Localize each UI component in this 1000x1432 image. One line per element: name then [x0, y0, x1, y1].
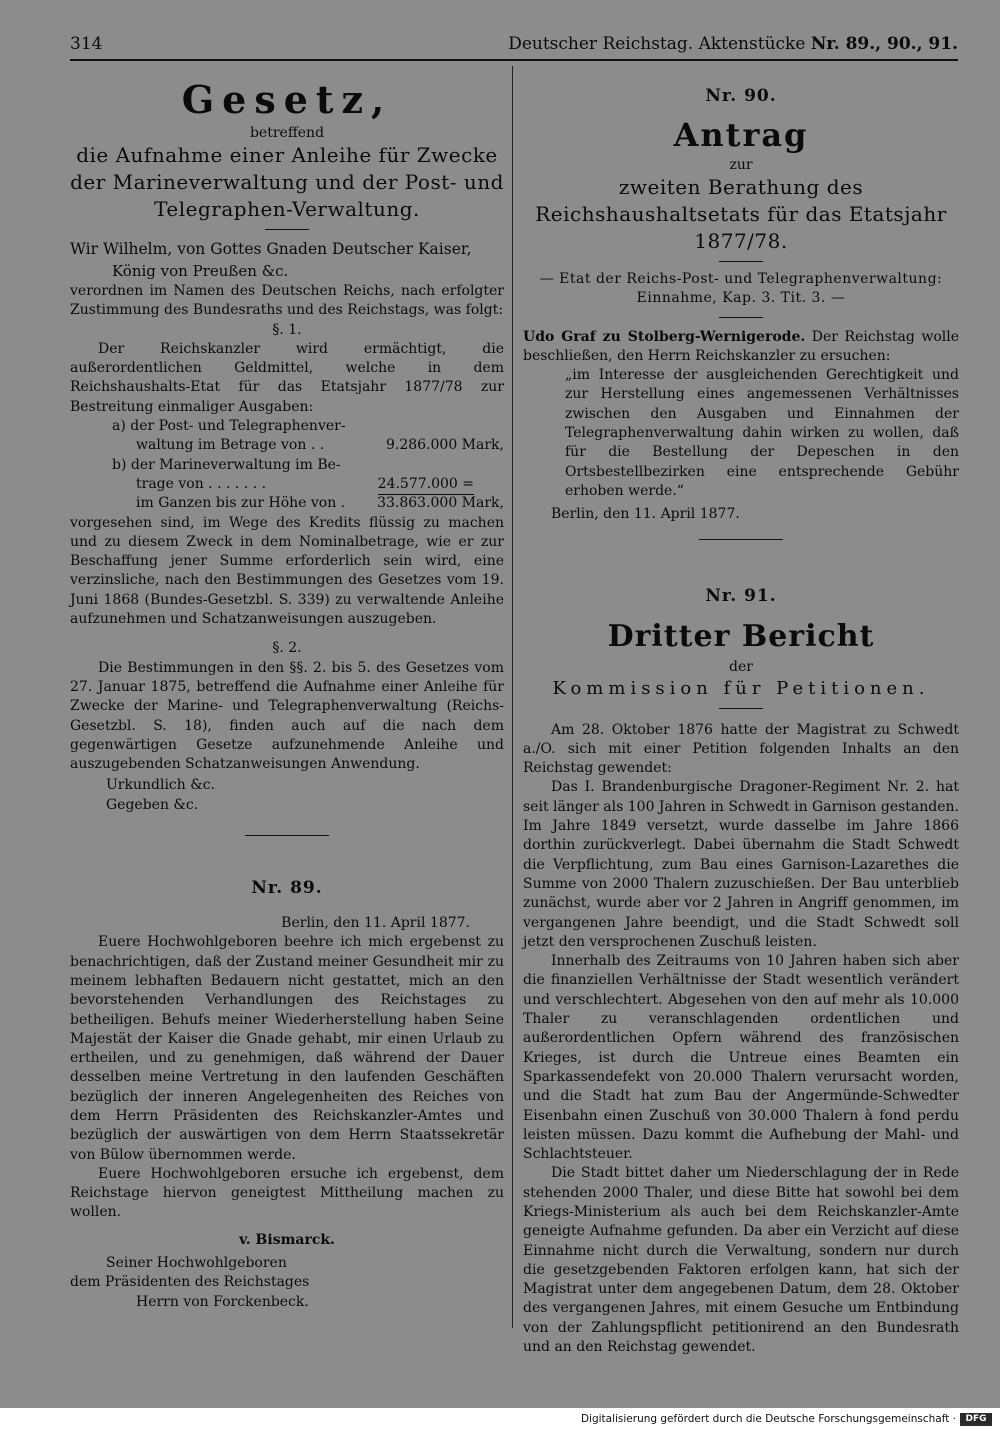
bericht-title: Dritter Bericht — [607, 618, 875, 654]
running-head-numbers: Nr. 89., 90., 91. — [810, 34, 958, 54]
law-title: Gesetz, — [181, 77, 393, 122]
petition-paragraph-2: Das I. Brandenburgische Dragoner-Regiment Nr. 2. hat seit länger als 100 Jahren in Schwedt in Garnison gestanden. Im Jahre 1849 versetzt, wurde dasselbe im Jahre 1866 dorthin zurückverlegt. Dabei übernahm die Stadt Schwedt die Verpflichtung, zum Bau eines Garnison-Lazarethes die Summe von 2000 Thalern zuzuschießen. Der Bau unterblieb zunächst, wurde aber vor 2 Jahren in Angriff genommen, im vergangenen Jahre beendigt, und die Stadt Schwedt soll jetzt den versprochenen Zuschuß leisten. — [523, 779, 959, 950]
list-item-a-line2: waltung im Betrage von . . 9.286.000 Mark, — [70, 436, 504, 455]
motion-text — [523, 328, 959, 367]
petition-paragraph-3: Innerhalb des Zeitraums von 10 Jahren haben sich aber die finanziellen Verhältnisse der Stadt wesentlich verändert und verschlechtert. Abgesehen von den auf mehr als 10.000 Thaler zu veranschlagenden ordentlichen und außerordentlichen Opfern während des französischen Krieges, ist durch die Untreue eines Beamten ein Sparkassendefekt von 20.000 Thalern verursacht worden, und die Stadt hat zum Bau der Angermünde-Schwedter Eisenbahn einen Zuschuß von 30.000 Thalern à fond perdu leisten müssen. Dazu kommt die Aufhebung der Mahl- und Schlachtsteuer. — [523, 953, 959, 1163]
divider — [719, 708, 763, 709]
preamble-line-1: Wir Wilhelm, von Gottes Gnaden Deutscher Kaiser, — [70, 240, 472, 258]
closing-gegeben: Gegeben &c. — [106, 796, 199, 813]
bericht-subtitle: Kommission für Petitionen. — [552, 677, 930, 699]
dfg-logo: DFG — [960, 1413, 992, 1426]
petition-paragraph-4: Die Stadt bittet daher um Niederschlagung der in Rede stehenden 2000 Thaler, und diese Bitte hat sowohl bei dem Kriegs-Ministerium als auch bei dem Reichskanzler-Amte geneigte Aufnahme gefunden. Da aber ein Verzicht auf diese Einnahme nicht durch die Verwaltung, sondern nur durch die gesetzgebenden Faktoren erfolgen kann, hat sich der Magistrat unter dem angegebenen Datum, dem 28. Oktober des vergangenen Jahres, mit einem Gesuche um Entbindung von der Zahlungspflicht petitionirend an den Bundesrath und an den Reichstag gewendet. — [523, 1165, 959, 1356]
list-item-a-line1: a) der Post- und Telegraphenver- — [112, 418, 346, 435]
divider — [265, 229, 309, 230]
running-head — [508, 34, 958, 54]
law-subtitle: die Aufnahme einer Anleihe für Zwecke der Marineverwaltung und der Post- und Telegraphen-Verwaltung. — [70, 143, 504, 221]
motion-quote: „im Interesse der ausgleichenden Gerechtigkeit und zur Herstellung eines angemessenen Verhältnisses zwischen den Ausgaben und Einnahmen der Telegraphenverwaltung dahin wirken zu wollen, daß für die Bestellung der Depeschen in den Ortsbestellbezirken eine entsprechende Gebühr erhoben werde.“ — [565, 367, 959, 499]
page-number: 314 — [70, 34, 103, 54]
petition-paragraph-1: Am 28. Oktober 1876 hatte der Magistrat zu Schwedt a./O. sich mit einer Petition folgenden Inhalts an den Reichstag gewendet: — [523, 721, 959, 777]
law-betreffend: betreffend — [249, 125, 325, 141]
dfg-credit: Digitalisierung gefördert durch die Deutsche Forschungsgemeinschaft · — [580, 1413, 956, 1425]
nr89-heading: Nr. 89. — [251, 878, 323, 899]
left-column — [70, 70, 504, 1312]
nr89-text: Euere Hochwohlgeboren beehre ich mich ergebenst zu benachrichtigen, daß der Zustand meiner Gesundheit mir zu meinem lebhaften Bedauern nicht gestattet, mich an den bevorstehenden Verhandlungen des Reichstages zu betheiligen. Behufs meiner Wiederherstellung haben Seine Majestät der Kaiser die Gnade gehabt, mir einen Urlaub zu ertheilen, und zu genehmigen, daß während der Dauer desselben meine Vertretung in den laufenden Geschäften bezüglich der inneren Angelegenheiten des Reiches von dem Herrn Präsidenten des Reichskanzler-Amtes und bezüglich der auswärtigen von dem Herrn Staatssekretär von Bülow übernommen werde. — [70, 934, 504, 1163]
nr90-heading: Nr. 90. — [705, 86, 777, 106]
preamble-line-2: König von Preußen &c. — [112, 262, 289, 280]
divider — [245, 835, 329, 836]
section-1-text: Der Reichskanzler wird ermächtigt, die außerordentlichen Geldmittel, welche in dem Reichshaushalts-Etat für das Etatsjahr 1877/78 zur Bestreitung einmaliger Ausgaben: — [70, 340, 504, 415]
nr91-heading: Nr. 91. — [705, 585, 777, 606]
antrag-zur: zur — [729, 157, 753, 173]
amount-a: 9.286.000 Mark, — [385, 437, 504, 454]
section-1-heading: §. 1. — [272, 321, 302, 338]
preamble-text: verordnen im Namen des Deutschen Reichs, nach erfolgter Zustimmung des Bundesraths und des Reichstags, was folgt: — [70, 283, 504, 319]
list-item-b-line2: trage von . . . . . . . 24.577.000 = — [70, 475, 504, 494]
total-amount: 33.863.000 Mark, — [377, 495, 504, 512]
running-head-prefix: Deutscher Reichstag. Aktenstücke — [508, 34, 806, 54]
total-line: im Ganzen bis zur Höhe von . 33.863.000 Mark, — [70, 494, 504, 513]
motion-intro: Der Reichstag wolle beschließen, den Herrn Reichskanzler zu ersuchen: — [523, 328, 959, 364]
nr89-text-2: Euere Hochwohlgeboren ersuche ich ergebenst, dem Reichstage hiervon geneigtest Mittheilung machen zu wollen. — [70, 1165, 504, 1221]
header-rule — [70, 59, 958, 61]
address-line-3: Herrn von Forckenbeck. — [136, 1293, 309, 1310]
divider — [719, 261, 763, 262]
right-column — [523, 70, 959, 1357]
divider — [719, 317, 763, 318]
page-header — [70, 34, 958, 60]
section-1-text-2: vorgesehen sind, im Wege des Kredits flüssig zu machen und zu diesem Zweck in dem Nominalbetrage, wie er zur Beschaffung jener Summe erforderlich sein wird, eine verzinsliche, nach den Bestimmungen des Gesetzes vom 19. Juni 1868 (Bundes-Gesetzbl. S. 339) zu verwaltende Anleihe aufzunehmen und Schatzanweisungen auszugeben. — [70, 514, 504, 628]
etat-line: — Etat der Reichs-Post- und Telegraphenverwaltung: Einnahme, Kap. 3. Tit. 3. — — [539, 271, 943, 307]
amount-b: 24.577.000 = — [378, 475, 474, 495]
closing-urkundlich: Urkundlich &c. — [106, 777, 215, 794]
address-line-1: Seiner Hochwohlgeboren — [106, 1255, 287, 1272]
divider — [699, 539, 783, 540]
nr89-date: Berlin, den 11. April 1877. — [281, 915, 470, 932]
footer-bar — [0, 1408, 1000, 1432]
signature: v. Bismarck. — [239, 1231, 335, 1248]
address-line-2: dem Präsidenten des Reichstages — [70, 1274, 310, 1291]
bericht-der: der — [729, 658, 753, 675]
section-2-text: Die Bestimmungen in den §§. 2. bis 5. des Gesetzes vom 27. Januar 1875, betreffend die Aufnahme einer Anleihe für Zwecke der Marine- und Telegraphenverwaltung (Reichs-Gesetzbl. S. 18), finden auch auf die nach dem gegenwärtigen Gesetze aufzunehmende Anleihe und auszugebenden Schatzanweisungen Anwendung. — [70, 659, 504, 773]
column-separator — [512, 66, 513, 1328]
section-2-heading: §. 2. — [272, 640, 302, 657]
antrag-title: Antrag — [673, 116, 809, 154]
motion-date: Berlin, den 11. April 1877. — [551, 506, 740, 523]
list-item-b-line1: b) der Marineverwaltung im Be- — [112, 456, 341, 473]
motion-author: Udo Graf zu Stolberg-Wernigerode. — [523, 328, 806, 345]
antrag-subtitle: zweiten Berathung des Reichshaushaltsetats für das Etatsjahr 1877/78. — [535, 175, 947, 253]
